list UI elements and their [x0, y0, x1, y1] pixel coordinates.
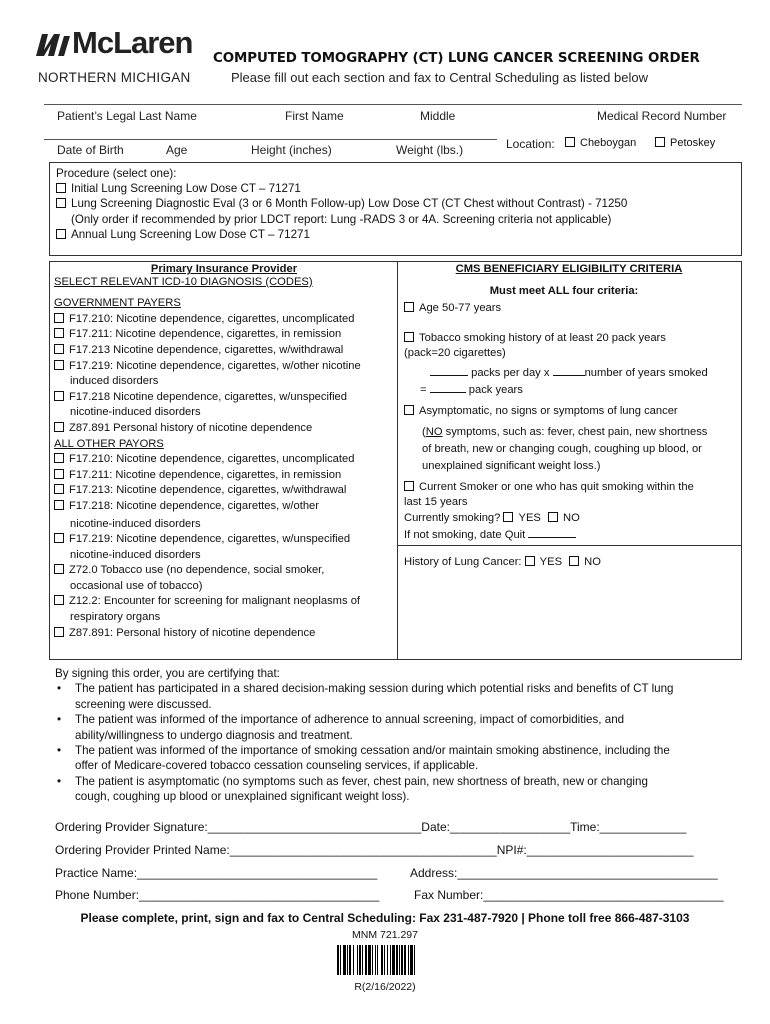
all-option-z122-cont: respiratory organs	[70, 611, 161, 624]
cms-age-option[interactable]	[404, 301, 738, 317]
date-quit-row[interactable]	[404, 527, 738, 544]
checkbox-icon[interactable]	[404, 405, 414, 415]
packs-per-day-blank[interactable]	[430, 365, 468, 376]
years-smoked-blank[interactable]	[553, 365, 585, 376]
checkbox-icon[interactable]	[54, 564, 64, 574]
certification-text: The patient was informed of the importance of adherence to annual screening, impact of comorbidities, and	[75, 713, 625, 727]
checkbox-icon[interactable]	[569, 556, 579, 566]
all-option-z720[interactable]	[54, 563, 394, 579]
certification-item	[51, 681, 745, 712]
checkbox-icon[interactable]	[54, 453, 64, 463]
cms-asymptomatic-note-c: unexplained significant weight loss.)	[422, 459, 601, 472]
certification-text: The patient has participated in a shared decision-making session during which potential risks and benefits of CT lung	[75, 682, 674, 696]
cms-current-smoker-option[interactable]	[404, 480, 738, 496]
certification-text: The patient was informed of the importance of smoking cessation and/or maintain smoking abstinence, including the	[75, 744, 670, 758]
cms-asymptomatic-note: (NO symptoms, such as: fever, chest pain, new shortness	[422, 425, 708, 438]
certification-intro: By signing this order, you are certifying that:	[55, 667, 280, 680]
insurance-cms-divider	[397, 261, 398, 660]
first-name-field[interactable]: First Name	[285, 109, 344, 123]
certification-text: ability/willingness to undergo diagnosis and treatment.	[75, 728, 353, 742]
history-no-label: NO	[584, 556, 601, 568]
checkbox-icon[interactable]	[54, 344, 64, 354]
checkbox-icon[interactable]	[525, 556, 535, 566]
fax-instruction: Please complete, print, sign and fax to Central Scheduling: Fax 231-487-7920 | Phone toll free 866-487-3103	[80, 911, 690, 925]
phone-number-field[interactable]: Phone Number:____________________________________	[55, 888, 380, 902]
barcode-bar	[415, 945, 417, 975]
fax-number-field[interactable]: Fax Number:____________________________________	[414, 888, 724, 902]
checkbox-icon[interactable]	[404, 481, 414, 491]
all-option-f17218-cont: nicotine-induced disorders	[70, 517, 201, 530]
certification-section	[55, 666, 745, 805]
procedure-option-annual-label: Annual Lung Screening Low Dose CT – 71271	[71, 227, 310, 241]
all-option-z122[interactable]	[54, 594, 394, 610]
date-quit-label: If not smoking, date Quit	[404, 528, 526, 541]
cms-pack-years[interactable]	[404, 382, 738, 399]
asymp-note-a: symptoms, such as: fever, chest pain, new shortness	[442, 425, 708, 438]
patient-row-rule	[44, 139, 497, 140]
logo-wordmark: McLaren	[72, 25, 193, 60]
procedure-heading: Procedure (select one):	[56, 167, 177, 180]
all-option-z720-label: Z72.0 Tobacco use (no dependence, social smoker,	[69, 564, 325, 577]
lung-cancer-history-row[interactable]	[404, 555, 601, 571]
lung-cancer-history-label: History of Lung Cancer:	[404, 556, 522, 568]
gov-option-f17219-cont: induced disorders	[70, 375, 159, 388]
all-option-f17211[interactable]	[54, 468, 394, 484]
cms-must-meet	[404, 284, 724, 300]
checkbox-icon[interactable]	[54, 500, 64, 510]
checkbox-icon[interactable]	[54, 627, 64, 637]
location-cheboygan-option[interactable]	[565, 137, 636, 149]
checkbox-icon[interactable]	[565, 137, 575, 147]
cms-tobacco-label: Tobacco smoking history of at least 20 pack years	[419, 331, 666, 344]
gov-option-f17211-label: F17.211: Nicotine dependence, cigarettes, in remission	[69, 328, 342, 341]
all-option-f17218[interactable]	[54, 499, 394, 515]
all-other-payors-heading: ALL OTHER PAYORS	[54, 437, 164, 450]
gov-option-f17218[interactable]	[54, 390, 394, 406]
procedure-option-diagnostic-label: Lung Screening Diagnostic Eval (3 or 6 Month Follow-up) Low Dose CT (CT Chest without Contrast) - 71250	[71, 197, 628, 211]
all-option-f17213[interactable]	[54, 483, 394, 499]
checkbox-icon[interactable]	[54, 313, 64, 323]
pack-years-blank[interactable]	[430, 382, 466, 393]
gov-option-f17210[interactable]	[54, 312, 394, 328]
height-field[interactable]: Height (inches)	[251, 143, 332, 157]
gov-option-f17210-label: F17.210: Nicotine dependence, cigarettes, uncomplicated	[69, 312, 355, 325]
currently-smoking-row[interactable]	[404, 511, 738, 527]
checkbox-icon[interactable]	[54, 469, 64, 479]
provider-printed-name-row[interactable]: Ordering Provider Printed Name:________________________________________NPI#:_________________________	[55, 843, 694, 857]
header-rule	[44, 104, 742, 105]
form-title: COMPUTED TOMOGRAPHY (CT) LUNG CANCER SCREENING ORDER	[213, 51, 700, 66]
procedure-option-initial[interactable]	[56, 181, 741, 196]
icd10-select-label: SELECT RELEVANT ICD-10 DIAGNOSIS (CODES)	[54, 275, 313, 288]
cms-column	[404, 262, 738, 543]
gov-option-f17213[interactable]	[54, 343, 394, 359]
all-option-f17219[interactable]	[54, 532, 394, 548]
gov-option-z87891-label: Z87.891 Personal history of nicotine dependence	[69, 421, 313, 434]
all-option-z87891-label: Z87.891: Personal history of nicotine dependence	[69, 626, 316, 639]
location-petoskey-label: Petoskey	[670, 137, 716, 149]
cms-must-meet-post: four criteria:	[569, 284, 639, 297]
equals-sign: =	[420, 383, 427, 396]
all-option-f17211-label: F17.211: Nicotine dependence, cigarettes, in remission	[69, 468, 342, 481]
checkbox-icon[interactable]	[54, 422, 64, 432]
packs-per-day-label: packs per day x	[471, 366, 550, 379]
location-petoskey-option[interactable]	[655, 137, 715, 149]
years-smoked-label: number of years smoked	[584, 366, 708, 379]
all-option-f17210[interactable]	[54, 452, 394, 468]
barcode-image	[337, 945, 417, 975]
cms-asymptomatic-option[interactable]	[404, 404, 738, 420]
form-number: MNM 721.297	[352, 929, 418, 941]
certification-item	[51, 743, 745, 774]
certification-list	[51, 681, 745, 804]
location-cheboygan-label: Cheboygan	[580, 137, 637, 149]
gov-option-f17218-label: F17.218 Nicotine dependence, cigarettes, w/unspecified	[69, 390, 347, 403]
gov-option-f17219[interactable]	[54, 359, 394, 375]
revision-date: R(2/16/2022)	[354, 981, 416, 993]
certification-text: offer of Medicare-covered tobacco cessation counseling services, if applicable.	[75, 759, 479, 773]
all-option-f17219-cont: nicotine-induced disorders	[70, 548, 201, 561]
currently-smoking-label: Currently smoking?	[404, 511, 501, 524]
cms-tobacco-option[interactable]	[404, 331, 738, 347]
cms-packs-calc[interactable]	[404, 365, 738, 382]
mclaren-logo-icon	[34, 30, 72, 58]
certification-item	[51, 712, 745, 743]
cms-current-smoker-label: Current Smoker or one who has quit smoking within the	[419, 480, 694, 493]
gov-option-f17219-label: F17.219: Nicotine dependence, cigarettes, w/other nicotine	[69, 359, 361, 372]
certification-text: cough, coughing up blood or unexplained significant weight loss).	[75, 790, 410, 804]
pack-years-label: pack years	[468, 383, 523, 396]
cms-age-label: Age 50-77 years	[419, 302, 502, 315]
gov-option-f17213-label: F17.213 Nicotine dependence, cigarettes, w/withdrawal	[69, 343, 344, 356]
logo-subtitle: NORTHERN MICHIGAN	[38, 70, 191, 85]
checkbox-icon[interactable]	[54, 360, 64, 370]
address-field[interactable]: Address:_______________________________________	[410, 866, 718, 880]
checkbox-icon[interactable]	[655, 137, 665, 147]
history-yes-label: YES	[539, 556, 563, 568]
checkbox-icon[interactable]	[404, 302, 414, 312]
all-option-f17218-label: F17.218: Nicotine dependence, cigarettes, w/other	[69, 499, 320, 512]
checkbox-icon[interactable]	[54, 328, 64, 338]
no-word: NO	[425, 425, 443, 438]
cms-heading: CMS BENEFICIARY ELIGIBILITY CRITERIA	[455, 263, 683, 275]
checkbox-icon[interactable]	[404, 332, 414, 342]
all-option-z87891[interactable]	[54, 626, 394, 642]
all-option-z720-cont: occasional use of tobacco)	[70, 579, 203, 592]
all-option-z122-label: Z12.2: Encounter for screening for malignant neoplasms of	[69, 595, 361, 608]
cms-tobacco-note: (pack=20 cigarettes)	[404, 347, 506, 360]
cms-must-meet-pre: Must meet	[489, 284, 548, 297]
checkbox-icon[interactable]	[54, 595, 64, 605]
certification-text: The patient is asymptomatic (no symptoms such as fever, chest pain, new shortness of breath, new or changing	[75, 774, 648, 788]
checkbox-icon[interactable]	[56, 198, 66, 208]
certification-text: screening were discussed.	[75, 697, 212, 711]
checkbox-icon[interactable]	[503, 512, 513, 522]
logo	[34, 26, 194, 86]
form-subtitle: Please fill out each section and fax to Central Scheduling as listed below	[231, 70, 648, 85]
government-payers-heading: GOVERNMENT PAYERS	[54, 297, 181, 310]
age-field[interactable]: Age	[166, 143, 188, 157]
cms-current-smoker-cont: last 15 years	[404, 496, 468, 509]
date-of-birth-field[interactable]: Date of Birth	[57, 143, 124, 157]
all-option-f17213-label: F17.213: Nicotine dependence, cigarettes, w/withdrawal	[69, 484, 347, 497]
procedure-option-annual[interactable]	[56, 227, 741, 242]
all-option-f17219-label: F17.219: Nicotine dependence, cigarettes, w/unspecified	[69, 533, 351, 546]
insurance-column	[54, 262, 394, 641]
certification-item	[51, 774, 745, 805]
location-label: Location:	[506, 137, 555, 151]
procedure-option-initial-label: Initial Lung Screening Low Dose CT – 71271	[71, 182, 301, 196]
gov-option-z87891[interactable]	[54, 421, 394, 437]
cms-must-meet-all: ALL	[547, 284, 570, 297]
gov-option-f17218-cont: nicotine-induced disorders	[70, 406, 201, 419]
last-name-field[interactable]: Patient’s Legal Last Name	[57, 109, 197, 123]
middle-name-field[interactable]: Middle	[420, 109, 456, 123]
practice-name-field[interactable]: Practice Name:____________________________________	[55, 866, 378, 880]
cms-history-divider	[397, 545, 742, 546]
checkbox-icon[interactable]	[54, 391, 64, 401]
currently-no-label: NO	[562, 511, 580, 524]
checkbox-icon[interactable]	[54, 533, 64, 543]
weight-field[interactable]: Weight (lbs.)	[396, 143, 464, 157]
procedure-diagnostic-note: (Only order if recommended by prior LDCT report: Lung -RADS 3 or 4A. Screening criteria not applicable)	[71, 212, 612, 226]
medical-record-number-field[interactable]: Medical Record Number	[597, 109, 727, 123]
procedure-option-diagnostic[interactable]	[56, 196, 741, 211]
checkbox-icon[interactable]	[54, 484, 64, 494]
checkbox-icon[interactable]	[548, 512, 558, 522]
provider-signature-row[interactable]: Ordering Provider Signature:________________________________Date:__________________Time:_____________	[55, 820, 687, 834]
insurance-heading: Primary Insurance Provider	[150, 263, 298, 275]
all-option-f17210-label: F17.210: Nicotine dependence, cigarettes, uncomplicated	[69, 453, 355, 466]
date-quit-blank[interactable]	[528, 527, 576, 538]
checkbox-icon[interactable]	[56, 229, 66, 239]
cms-asymptomatic-note-b: of breath, new or changing cough, coughing up blood, or	[422, 442, 702, 455]
currently-yes-label: YES	[518, 511, 541, 524]
procedure-section	[49, 162, 742, 256]
checkbox-icon[interactable]	[56, 183, 66, 193]
gov-option-f17211[interactable]	[54, 327, 394, 343]
cms-asymptomatic-label: Asymptomatic, no signs or symptoms of lung cancer	[419, 405, 678, 418]
